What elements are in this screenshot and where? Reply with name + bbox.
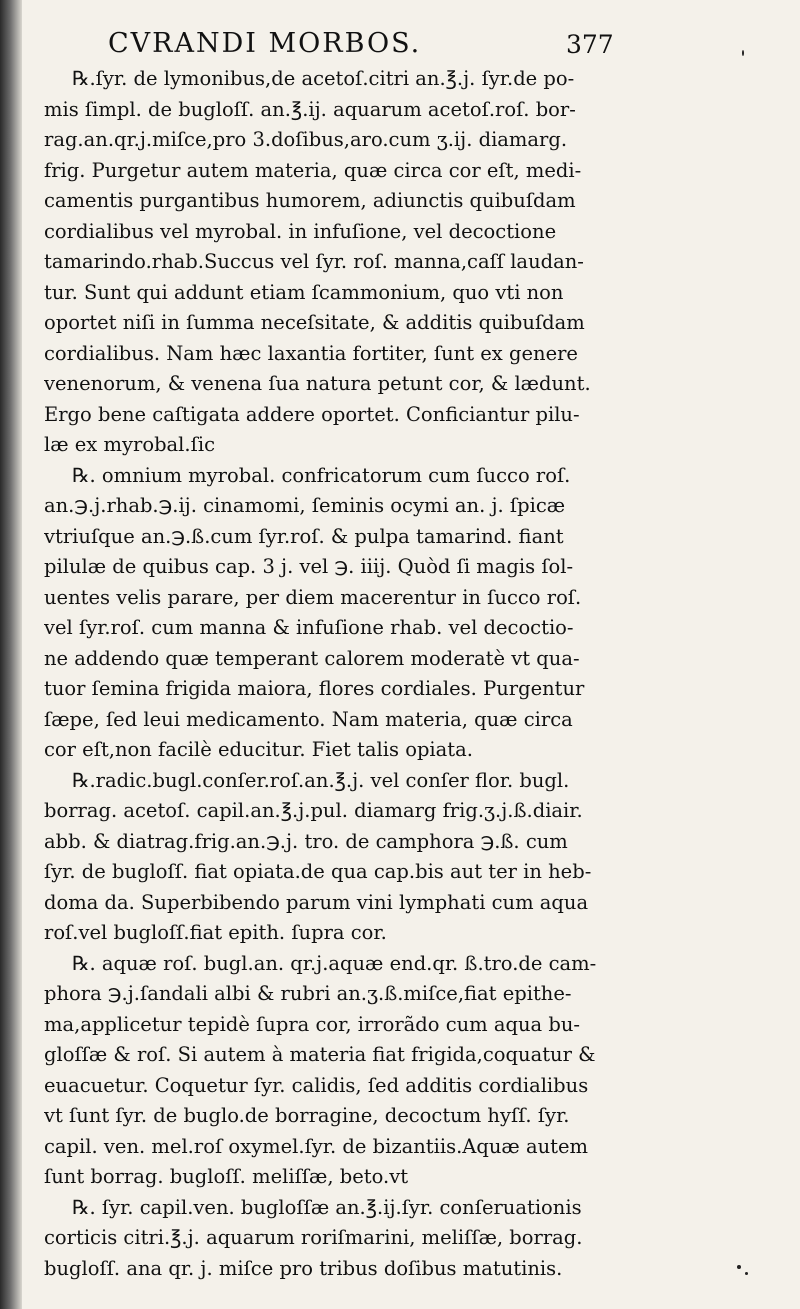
text-line: roſ.vel bugloſſ.fiat epith. ſupra cor. (44, 921, 387, 944)
text-line: rag.an.qr.j.miſce,pro 3.doſibus,aro.cum ʒ.ij. diamarg. (44, 128, 568, 151)
text-line: capil. ven. mel.roſ oxymel.ſyr. de bizantiis.Aquæ autem (44, 1134, 589, 1158)
text-line: Ergo bene caſtigata addere oportet. Conficiantur pilu- (44, 402, 580, 426)
text-line: bugloſſ. ana qr. j. miſce pro tribus doſibus matutinis. (44, 1256, 563, 1280)
text-line: vt ſunt ſyr. de buglo.de borragine, decoctum hyſſ. ſyr. (44, 1104, 570, 1127)
text-line: euacuetur. Coquetur ſyr. calidis, ſed additis cordialibus (44, 1073, 589, 1097)
text-line: phora ℈.j.ſandali albi & rubri an.ʒ.ß.miſce,fiat epithe- (44, 982, 572, 1005)
text-line: camentis purgantibus humorem, adiunctis quibuſdam (44, 189, 576, 212)
body-text (44, 64, 644, 1284)
ink-speck (745, 1272, 748, 1275)
text-line: cordialibus. Nam hæc laxantia fortiter, ſunt ex genere (44, 341, 578, 365)
page-number: 377 (566, 30, 614, 59)
text-line: tur. Sunt qui addunt etiam ſcammonium, quo vti non (44, 280, 564, 304)
text-line: vtriuſque an.℈.ß.cum ſyr.roſ. & pulpa tamarind. fiant (44, 524, 564, 548)
text-line: uentes velis parare, per diem macerentur in ſucco roſ. (44, 585, 582, 609)
text-line: vel ſyr.roſ. cum manna & infuſione rhab. vel decoctio- (44, 616, 574, 639)
text-line: ℞. aquæ roſ. bugl.an. qr.j.aquæ end.qr. ß.tro.de cam- (72, 951, 597, 975)
text-line: ſæpe, ſed leui medicamento. Nam materia, quæ circa (44, 707, 573, 731)
running-head: CVRANDI MORBOS. (108, 28, 422, 59)
text-line: cor eſt,non facilè educitur. Fiet talis opiata. (44, 738, 473, 761)
text-line: venenorum, & venena ſua natura petunt cor, & lædunt. (44, 372, 591, 395)
text-line: ℞. omnium myrobal. confricatorum cum ſucco roſ. (72, 463, 571, 487)
text-line: ℞.ſyr. de lymonibus,de acetoſ.citri an.℥.j. ſyr.de po- (72, 67, 575, 90)
text-line: ma,applicetur tepidè ſupra cor, irrorãdo cum aqua bu- (44, 1012, 580, 1036)
text-line: corticis citri.℥.j. aquarum roriſmarini, meliſſæ, borrag. (44, 1226, 583, 1249)
text-line: frig. Purgetur autem materia, quæ circa cor eſt, medi- (44, 158, 582, 182)
text-line: ℞. ſyr. capil.ven. bugloſſæ an.℥.ij.ſyr. conſeruationis (72, 1195, 582, 1219)
text-line: mis ſimpl. de bugloſſ. an.℥.ij. aquarum acetoſ.roſ. bor- (44, 97, 576, 121)
text-line: an.℈.j.rhab.℈.ij. cinamomi, ſeminis ocymi an. j. ſpicæ (44, 494, 566, 517)
text-line: oportet niſi in ſumma neceſsitate, & additis quibuſdam (44, 311, 585, 334)
text-line: ſyr. de bugloſſ. fiat opiata.de qua cap.bis aut ter in heb- (44, 860, 592, 883)
text-line: abb. & diatrag.frig.an.℈.j. tro. de camphora ℈.ß. cum (44, 829, 568, 853)
text-line: ſunt borrag. bugloſſ. meliſſæ, beto.vt (44, 1165, 409, 1188)
ink-speck (742, 50, 744, 56)
text-line: gloſſæ & roſ. Si autem à materia fiat frigida,coquatur & (44, 1043, 596, 1066)
ink-speck (737, 1265, 741, 1269)
page-gutter-shadow (0, 0, 22, 1309)
text-line: borrag. acetoſ. capil.an.℥.j.pul. diamarg frig.ʒ.j.ß.diair. (44, 799, 583, 822)
text-line: ne addendo quæ temperant calorem moderatè vt qua- (44, 646, 580, 670)
text-line: pilulæ de quibus cap. 3 j. vel ℈. iiij. Quòd ſi magis ſol- (44, 555, 574, 578)
text-line: læ ex myrobal.ſic (44, 433, 215, 456)
text-line: ℞.radic.bugl.conſer.roſ.an.℥.j. vel conſer flor. bugl. (72, 768, 570, 792)
text-line: tuor ſemina frigida maiora, flores cordiales. Purgentur (44, 677, 585, 700)
text-line: doma da. Superbibendo parum vini lymphati cum aqua (44, 890, 589, 914)
text-line: tamarindo.rhab.Succus vel ſyr. roſ. manna,caſſ laudan- (44, 250, 584, 273)
text-line: cordialibus vel myrobal. in infuſione, vel decoctione (44, 219, 557, 243)
